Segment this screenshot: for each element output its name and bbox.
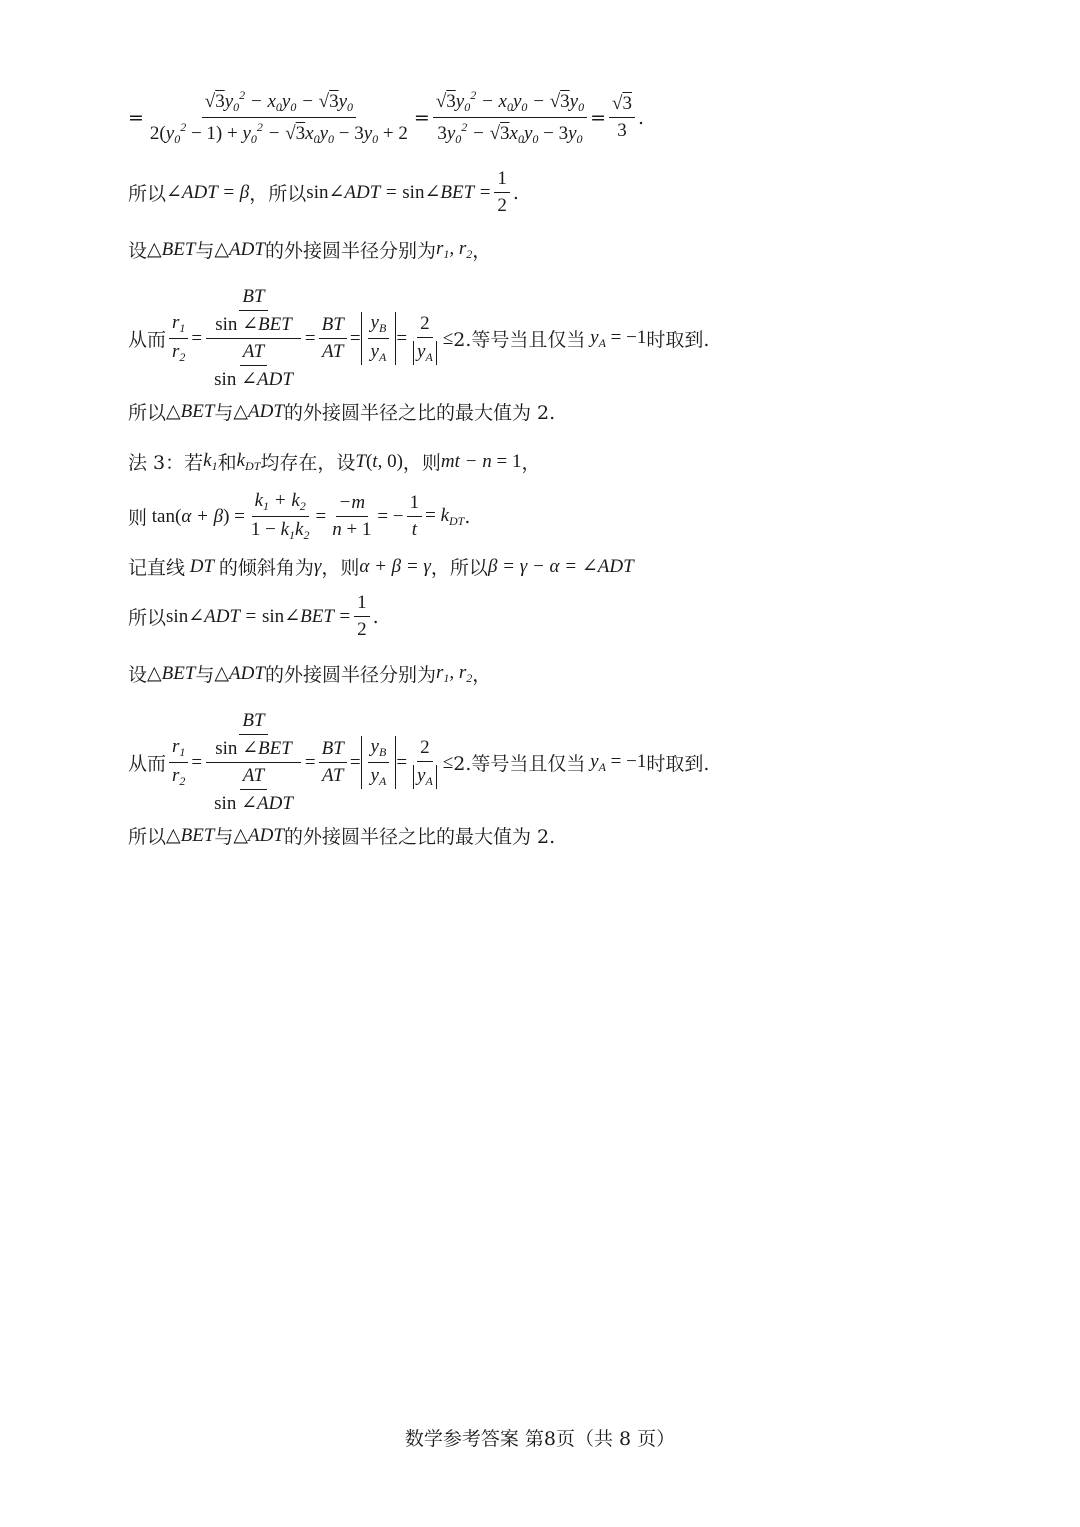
text: 的外接圆半径分别为 <box>264 664 436 686</box>
fraction-half: $\frac{1}{2}$ <box>354 592 370 641</box>
text: 从而 <box>128 753 167 775</box>
math: $k_1$ <box>203 449 218 473</box>
text: ，所以 <box>249 183 307 205</box>
text-line-8 <box>128 553 634 580</box>
period: . <box>637 106 644 129</box>
math: △BET <box>147 663 196 684</box>
text: 2.等号当且仅当 <box>453 329 586 351</box>
fraction-2-ya: $\frac{2}{y_A}$ <box>410 737 440 789</box>
fraction-2: $\frac{√3y_0^2 - x_0y_0 - √3y_0}{3y_0^2 - √3x_0y_0 - 3y_0}$ <box>433 88 587 147</box>
text: 设 <box>128 240 148 262</box>
fraction-1-t: $\frac{1}{t}$ <box>407 492 423 541</box>
math: △BET <box>166 825 215 846</box>
abs-fraction: $\frac{y_B}{y_A}$ <box>361 312 397 365</box>
fraction-2-ya: $\frac{2}{y_A}$ <box>410 313 440 365</box>
text: 2.等号当且仅当 <box>453 753 586 775</box>
text: 所以 <box>128 607 167 629</box>
math: γ <box>313 555 322 577</box>
text-line-6 <box>128 448 540 475</box>
text: 与 <box>214 826 234 848</box>
math: ∠ADT = β <box>166 182 250 203</box>
math: = $k_{DT}$ <box>425 504 465 528</box>
math: △BET <box>166 401 215 422</box>
text: 记直线 <box>128 557 186 579</box>
fraction-compound: $\frac{\frac{BT}{\text{sin ∠BET}}}{\frac{AT}{\text{sin ∠ADT}}}$ <box>205 286 302 391</box>
fraction-tan: $\frac{k_1 + k_2}{1 - k_1k_2}$ <box>250 490 310 542</box>
text-line-12 <box>128 822 555 849</box>
fraction-m-n: $\frac{-m}{n + 1}$ <box>332 492 372 540</box>
text: 与 <box>195 664 215 686</box>
math: $r_1$, $r_2$ <box>435 237 473 261</box>
text: 所以 <box>128 402 167 424</box>
text: 的外接圆半径之比的最大值为 2. <box>283 826 556 848</box>
math: $k_{DT}$ <box>236 449 261 473</box>
equation-line-11: 从而 $\frac{r_1}{r_2}$ = $\frac{\frac{BT}{\text{sin ∠BET}}}{\frac{AT}{\text{sin ∠ADT}}}$ = $\frac{BT}{AT}$ = $\frac{y_B}{y_A}$ = $\frac{2}{y_A}$ ≤ 2.等号当且仅当 $y_A = -1$ 时取到. <box>128 710 710 814</box>
math: tan(α + β) = <box>147 505 245 527</box>
math: $y_A = -1$ <box>585 750 647 774</box>
text: 的外接圆半径之比的最大值为 2. <box>283 402 556 424</box>
math: mt − n = 1 <box>440 450 522 472</box>
equation-line-7: 则 tan(α + β) = $\frac{k_1 + k_2}{1 - k_1k_2}$ = $\frac{-m}{n + 1}$ = − $\frac{1}{t}$ = $k_{DT}$ . <box>128 490 471 542</box>
page-footer: 数学参考答案 第8页（共 8 页） <box>404 1428 676 1450</box>
period: . <box>512 181 519 204</box>
math: DT <box>185 555 219 577</box>
text: ，所以 <box>430 557 488 579</box>
text: 均存在，设 <box>260 452 356 474</box>
text: 的倾斜角为 <box>218 557 314 579</box>
text-line-3 <box>128 236 491 263</box>
text: ， <box>521 452 541 474</box>
text: 则 <box>128 507 148 529</box>
text: ， <box>472 664 492 686</box>
text-line-10 <box>128 660 491 687</box>
text-line-2 <box>128 168 519 217</box>
math: β = γ − α = ∠ADT <box>487 556 634 577</box>
math: $r_1$, $r_2$ <box>435 661 473 685</box>
text: ，则 <box>321 557 360 579</box>
text: 和 <box>217 452 237 474</box>
fraction-half: $\frac{1}{2}$ <box>494 168 510 217</box>
math: sin∠ADT = sin∠BET = <box>306 182 492 203</box>
equals-sign: = <box>590 106 606 129</box>
equation-line-4: 从而 $\frac{r_1}{r_2}$ = $\frac{\frac{BT}{\text{sin ∠BET}}}{\frac{AT}{\text{sin ∠ADT}}}$ = $\frac{BT}{AT}$ = $\frac{y_B}{y_A}$ = $\frac{2}{y_A}$ ≤ 2.等号当且仅当 $y_A = -1$ 时取到. <box>128 286 710 390</box>
equals-sign: = <box>413 106 430 129</box>
fraction-r1-r2: $\frac{r_1}{r_2}$ <box>169 312 188 365</box>
period: . <box>372 605 379 628</box>
fraction-r1-r2: $\frac{r_1}{r_2}$ <box>169 736 188 789</box>
text: ，则 <box>402 452 441 474</box>
abs-fraction: $\frac{y_B}{y_A}$ <box>361 736 397 789</box>
math: T(t, 0) <box>355 450 403 472</box>
fraction-bt-at: $\frac{BT}{AT}$ <box>319 738 347 787</box>
text: 时取到. <box>646 753 710 775</box>
math: sin∠ADT = sin∠BET = <box>166 606 352 627</box>
text-line-5 <box>128 398 555 425</box>
text: 时取到. <box>646 329 710 351</box>
text: ， <box>472 240 492 262</box>
fraction-bt-at: $\frac{BT}{AT}$ <box>319 314 347 363</box>
math: $y_A = -1$ <box>585 326 647 350</box>
math: △ADT <box>233 401 284 422</box>
math: α + β = γ <box>359 555 431 577</box>
text: 所以 <box>128 183 167 205</box>
text: 法 3：若 <box>128 452 204 474</box>
equals-sign: = <box>128 106 144 129</box>
math: △ADT <box>214 239 265 260</box>
text: 设 <box>128 664 148 686</box>
equation-line-1 <box>128 88 644 147</box>
fraction-3: $\frac{√3}{3}$ <box>609 93 635 142</box>
text: 所以 <box>128 826 167 848</box>
math: △ADT <box>233 825 284 846</box>
text: 与 <box>214 402 234 424</box>
period: . <box>464 505 471 528</box>
math: △BET <box>147 239 196 260</box>
text: 从而 <box>128 329 167 351</box>
text: 与 <box>195 240 215 262</box>
text: 的外接圆半径分别为 <box>264 240 436 262</box>
fraction-1: $\frac{√3y_0^2 - x_0y_0 - √3y_0}{2(y_0^2 - 1) + y_0^2 - √3x_0y_0 - 3y_0 + 2}$ <box>149 88 408 146</box>
text-line-9 <box>128 592 379 641</box>
fraction-compound: $\frac{\frac{BT}{\text{sin ∠BET}}}{\frac{AT}{\text{sin ∠ADT}}}$ <box>205 710 302 815</box>
math: △ADT <box>214 663 265 684</box>
